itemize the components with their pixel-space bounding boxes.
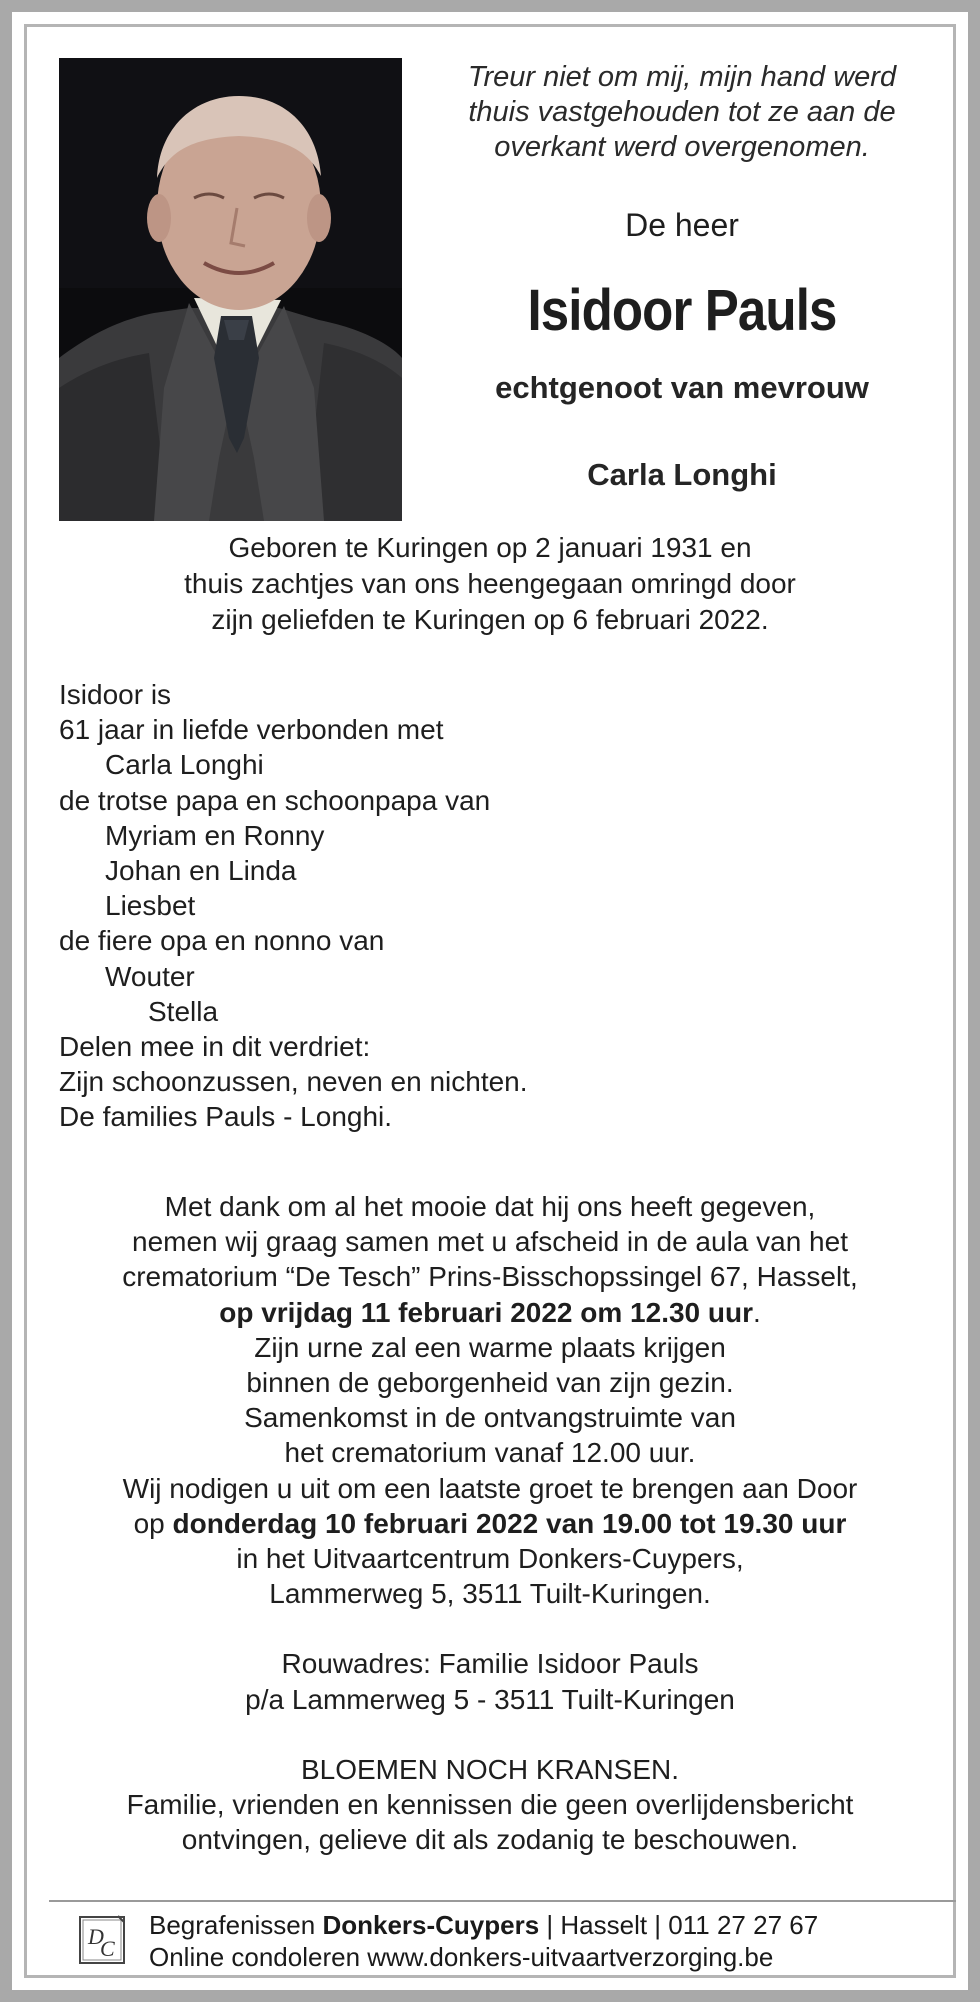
family-line: 61 jaar in liefde verbonden met	[59, 714, 444, 746]
service-line: Wij nodigen u uit om een laatste groet te brengen aan Door	[122, 1472, 858, 1504]
family-line: de trotse papa en schoonpapa van	[59, 784, 491, 816]
service-line: Met dank om al het mooie dat hij ons heeft gegeven,	[164, 1191, 816, 1222]
birth-death-details	[32, 530, 948, 638]
service-details	[32, 1189, 948, 1857]
service-line: Samenkomst in de ontvangstruimte van	[244, 1402, 736, 1434]
spouse-name: Carla Longhi	[587, 457, 777, 492]
service-line: binnen de geborgenheid van zijn gezin.	[246, 1367, 734, 1399]
service-line: in het Uitvaartcentrum Donkers-Cuypers,	[236, 1543, 744, 1575]
family-line: Wouter	[105, 960, 195, 992]
quote-line: thuis vastgehouden tot ze aan de	[468, 96, 896, 128]
footer	[149, 1909, 929, 1973]
svg-text:C: C	[100, 1936, 115, 1961]
memorial-quote	[442, 60, 922, 165]
service-line: het crematorium vanaf 12.00 uur.	[284, 1437, 696, 1469]
family-line: Myriam en Ronny	[105, 819, 325, 851]
deceased-name: Isidoor Pauls	[527, 278, 837, 343]
spouse-intro: echtgenoot van mevrouw	[495, 370, 869, 405]
quote-line: overkant werd overgenomen.	[494, 131, 870, 163]
phone-number: 011 27 27 67	[668, 1910, 819, 1940]
obituary-page	[12, 12, 968, 1990]
family-line: Zijn schoonzussen, neven en nichten.	[59, 1066, 528, 1098]
footer-company-line: Begrafenissen Donkers-Cuypers | Hasselt | 011 27 27 67	[149, 1910, 819, 1940]
quote-line: Treur niet om mij, mijn hand werd	[467, 61, 897, 93]
family-line: Stella	[148, 995, 219, 1027]
visitation-date: donderdag 10 februari 2022 van 19.00 tot 19.30 uur	[172, 1507, 847, 1539]
mourning-address: p/a Lammerweg 5 - 3511 Tuilt-Kuringen	[245, 1683, 735, 1715]
footer-divider	[49, 1900, 956, 1902]
birth-line: zijn geliefden te Kuringen op 6 februari 2022.	[211, 604, 769, 635]
service-line: op donderdag 10 februari 2022 van 19.00 tot 19.30 uur	[133, 1507, 847, 1539]
portrait-photo	[59, 58, 402, 521]
family-line: de fiere opa en nonno van	[59, 925, 385, 957]
company-name: Donkers-Cuypers	[322, 1910, 540, 1940]
birth-line: thuis zachtjes van ons heengegaan omringd door	[184, 568, 796, 599]
family-line: Carla Longhi	[105, 749, 264, 781]
family-line: De families Pauls - Longhi.	[59, 1101, 393, 1133]
flowers-notice: BLOEMEN NOCH KRANSEN.	[300, 1753, 680, 1785]
notice-line: ontvingen, gelieve dit als zodanig te beschouwen.	[181, 1824, 799, 1856]
service-line: Zijn urne zal een warme plaats krijgen	[254, 1331, 726, 1363]
service-line: Lammerweg 5, 3511 Tuilt-Kuringen.	[269, 1578, 711, 1610]
family-line: Isidoor is	[59, 679, 172, 710]
family-line: Johan en Linda	[105, 855, 297, 887]
svg-text:D: D	[88, 1924, 104, 1949]
birth-line: Geboren te Kuringen op 2 januari 1931 en	[228, 532, 752, 563]
header-column	[442, 60, 922, 495]
family-line: Liesbet	[105, 890, 196, 922]
service-line: nemen wij graag samen met u afscheid in de aula van het	[132, 1226, 848, 1258]
funeral-home-logo	[78, 1914, 128, 1966]
mourning-address: Rouwadres: Familie Isidoor Pauls	[281, 1648, 699, 1680]
salutation: De heer	[625, 207, 739, 243]
notice-line: Familie, vrienden en kennissen die geen overlijdensbericht	[126, 1789, 854, 1821]
ceremony-date: op vrijdag 11 februari 2022 om 12.30 uur	[219, 1296, 753, 1328]
family-list	[59, 677, 919, 1135]
family-line: Delen mee in dit verdriet:	[59, 1031, 371, 1063]
footer-condolence-line: Online condoleren www.donkers-uitvaartverzorging.be	[149, 1942, 774, 1972]
service-line: op vrijdag 11 februari 2022 om 12.30 uur.	[219, 1296, 761, 1328]
service-line: crematorium “De Tesch” Prins-Bisschopssingel 67, Hasselt,	[122, 1261, 858, 1293]
